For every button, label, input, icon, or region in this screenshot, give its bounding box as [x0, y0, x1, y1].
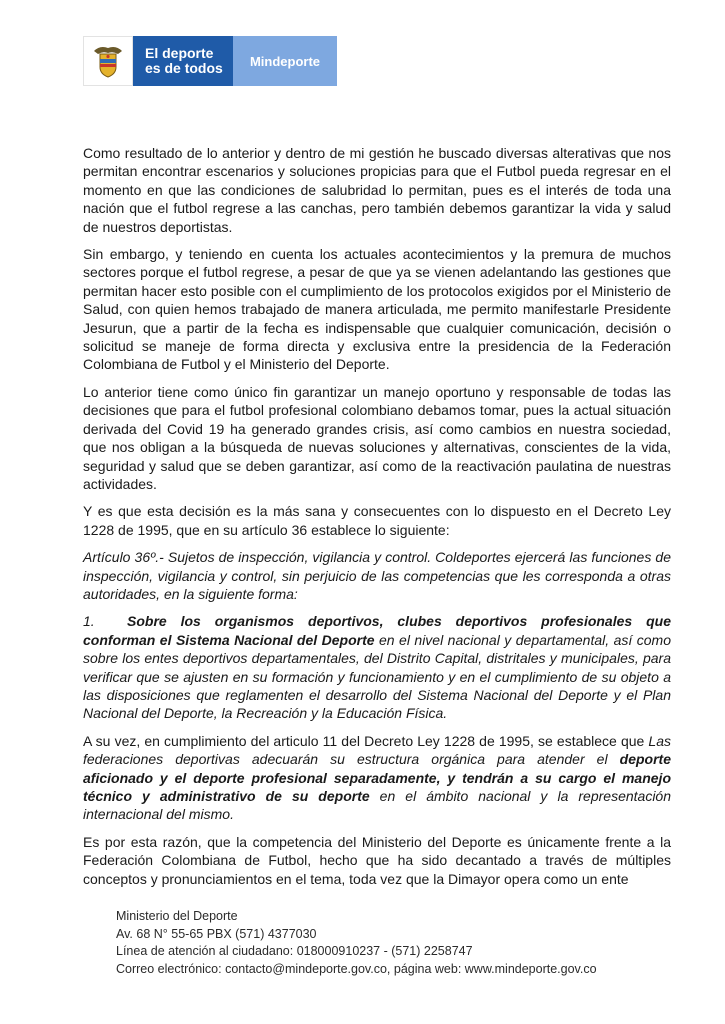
paragraph-article-11 [83, 732, 671, 824]
logo-line-1: El deporte [145, 45, 214, 61]
item-1-rest: en el nivel nacional y departamental, así como sobre los entes deportivos departamentales, del Distrito Capital, distritales y municipales, para verificar que se ajusten en su formación y funcionamiento y en el cumplimiento de su objeto a las disposiciones que reglamenten el desarrollo del Sistema Nacional del Deporte y el Plan Nacional del Deporte, la Recreación y la Educación Física. [83, 631, 671, 722]
p7-quote-end: en el ámbito nacional y la representación internacional del mismo. [83, 788, 672, 823]
footer-contact [116, 908, 676, 978]
footer-email-web: Correo electrónico: contacto@mindeporte.gov.co, página web: www.mindeporte.gov.co [116, 961, 597, 976]
article-36-quote: Artículo 36º.- Sujetos de inspección, vigilancia y control. Coldeportes ejercerá las funciones de inspección, vigilancia y control, sin perjuicio de las competencias que les corresponda a otras autoridades, en la siguiente forma: [83, 549, 671, 602]
footer-ministry: Ministerio del Deporte [116, 909, 238, 923]
logo-main-text [133, 36, 233, 86]
item-1-bold: Sobre los organismos deportivos, clubes deportivos profesionales que conforman el Sistema Nacional del Deporte [83, 613, 671, 648]
logo-mindeporte: Mindeporte [233, 36, 337, 86]
p7-bold-quote: deporte aficionado y el deporte profesional separadamente, y tendrán a su cargo el manejo técnico y administrativo de su deporte [83, 751, 671, 804]
p7-quote: Las federaciones deportivas adecuarán su estructura orgánica para atender el [83, 732, 671, 768]
article-36-item-1 [83, 612, 671, 722]
paragraph-2: Sin embargo, y teniendo en cuenta los actuales acontecimientos y la premura de muchos sectores porque el futbol regrese, a pesar de que ya se vienen adelantando las gestiones que permitan hacer esto posible con el cumplimiento de los protocolos exigidos por el Ministerio de Salud, con quien hemos trabajado de manera articulada, me permito manifestarle Presidente Jesurun, que a partir de la fecha es indispensable que cualquier comunicación, decisión o solicitud se maneje de forma directa y exclusiva entre la presidencia de la Federación Colombiana de Futbol y el Ministerio del Deporte. [83, 246, 671, 373]
footer-address: Av. 68 N° 55-65 PBX (571) 4377030 [116, 926, 317, 941]
letter-body [83, 144, 671, 897]
p7-intro: A su vez, en cumplimiento del articulo 11 del Decreto Ley 1228 de 1995, se establece que [83, 732, 649, 749]
paragraph-4: Y es que esta decisión es la más sana y consecuentes con lo dispuesto en el Decreto Ley 1228 de 1995, que en su artículo 36 establece lo siguiente: [83, 503, 671, 538]
paragraph-3: Lo anterior tiene como único fin garantizar un manejo oportuno y responsable de todas las decisiones que para el futbol profesional colombiano debamos tomar, pues la actual situación derivada del Covid 19 ha generado grandes crisis, así como cambios en nuestra sociedad, que nos obligan a la búsqueda de nuevas soluciones y alternativas, conscientes de la vida, seguridad y salud que se deben garantizar, así como de la reactivación paulatina de nuestras actividades. [83, 383, 671, 492]
paragraph-8: Es por esta razón, que la competencia del Ministerio del Deporte es únicamente frente a la Federación Colombiana de Futbol, hecho que ha sido decantado a través de múltiples conceptos y pronunciamientos en el tema, toda vez que la Dimayor opera como un ente [83, 833, 671, 887]
item-number: 1. [83, 613, 95, 630]
footer-phone: Línea de atención al ciudadano: 018000910237 - (571) 2258747 [116, 944, 473, 958]
logo-line-2: es de todos [145, 60, 223, 76]
paragraph-1: Como resultado de lo anterior y dentro de mi gestión he buscado diversas alterativas que nos permitan encontrar escenarios y soluciones propicias para que el Futbol pueda regresar en el momento en que las condiciones de salubridad lo permitan, pues es el interés de toda una nación que el futbol regrese a las canchas, pero también debemos garantizar la vida y salud de nuestros deportistas. [83, 145, 671, 235]
coat-of-arms-icon [83, 36, 133, 86]
mindeporte-logo [83, 36, 337, 86]
